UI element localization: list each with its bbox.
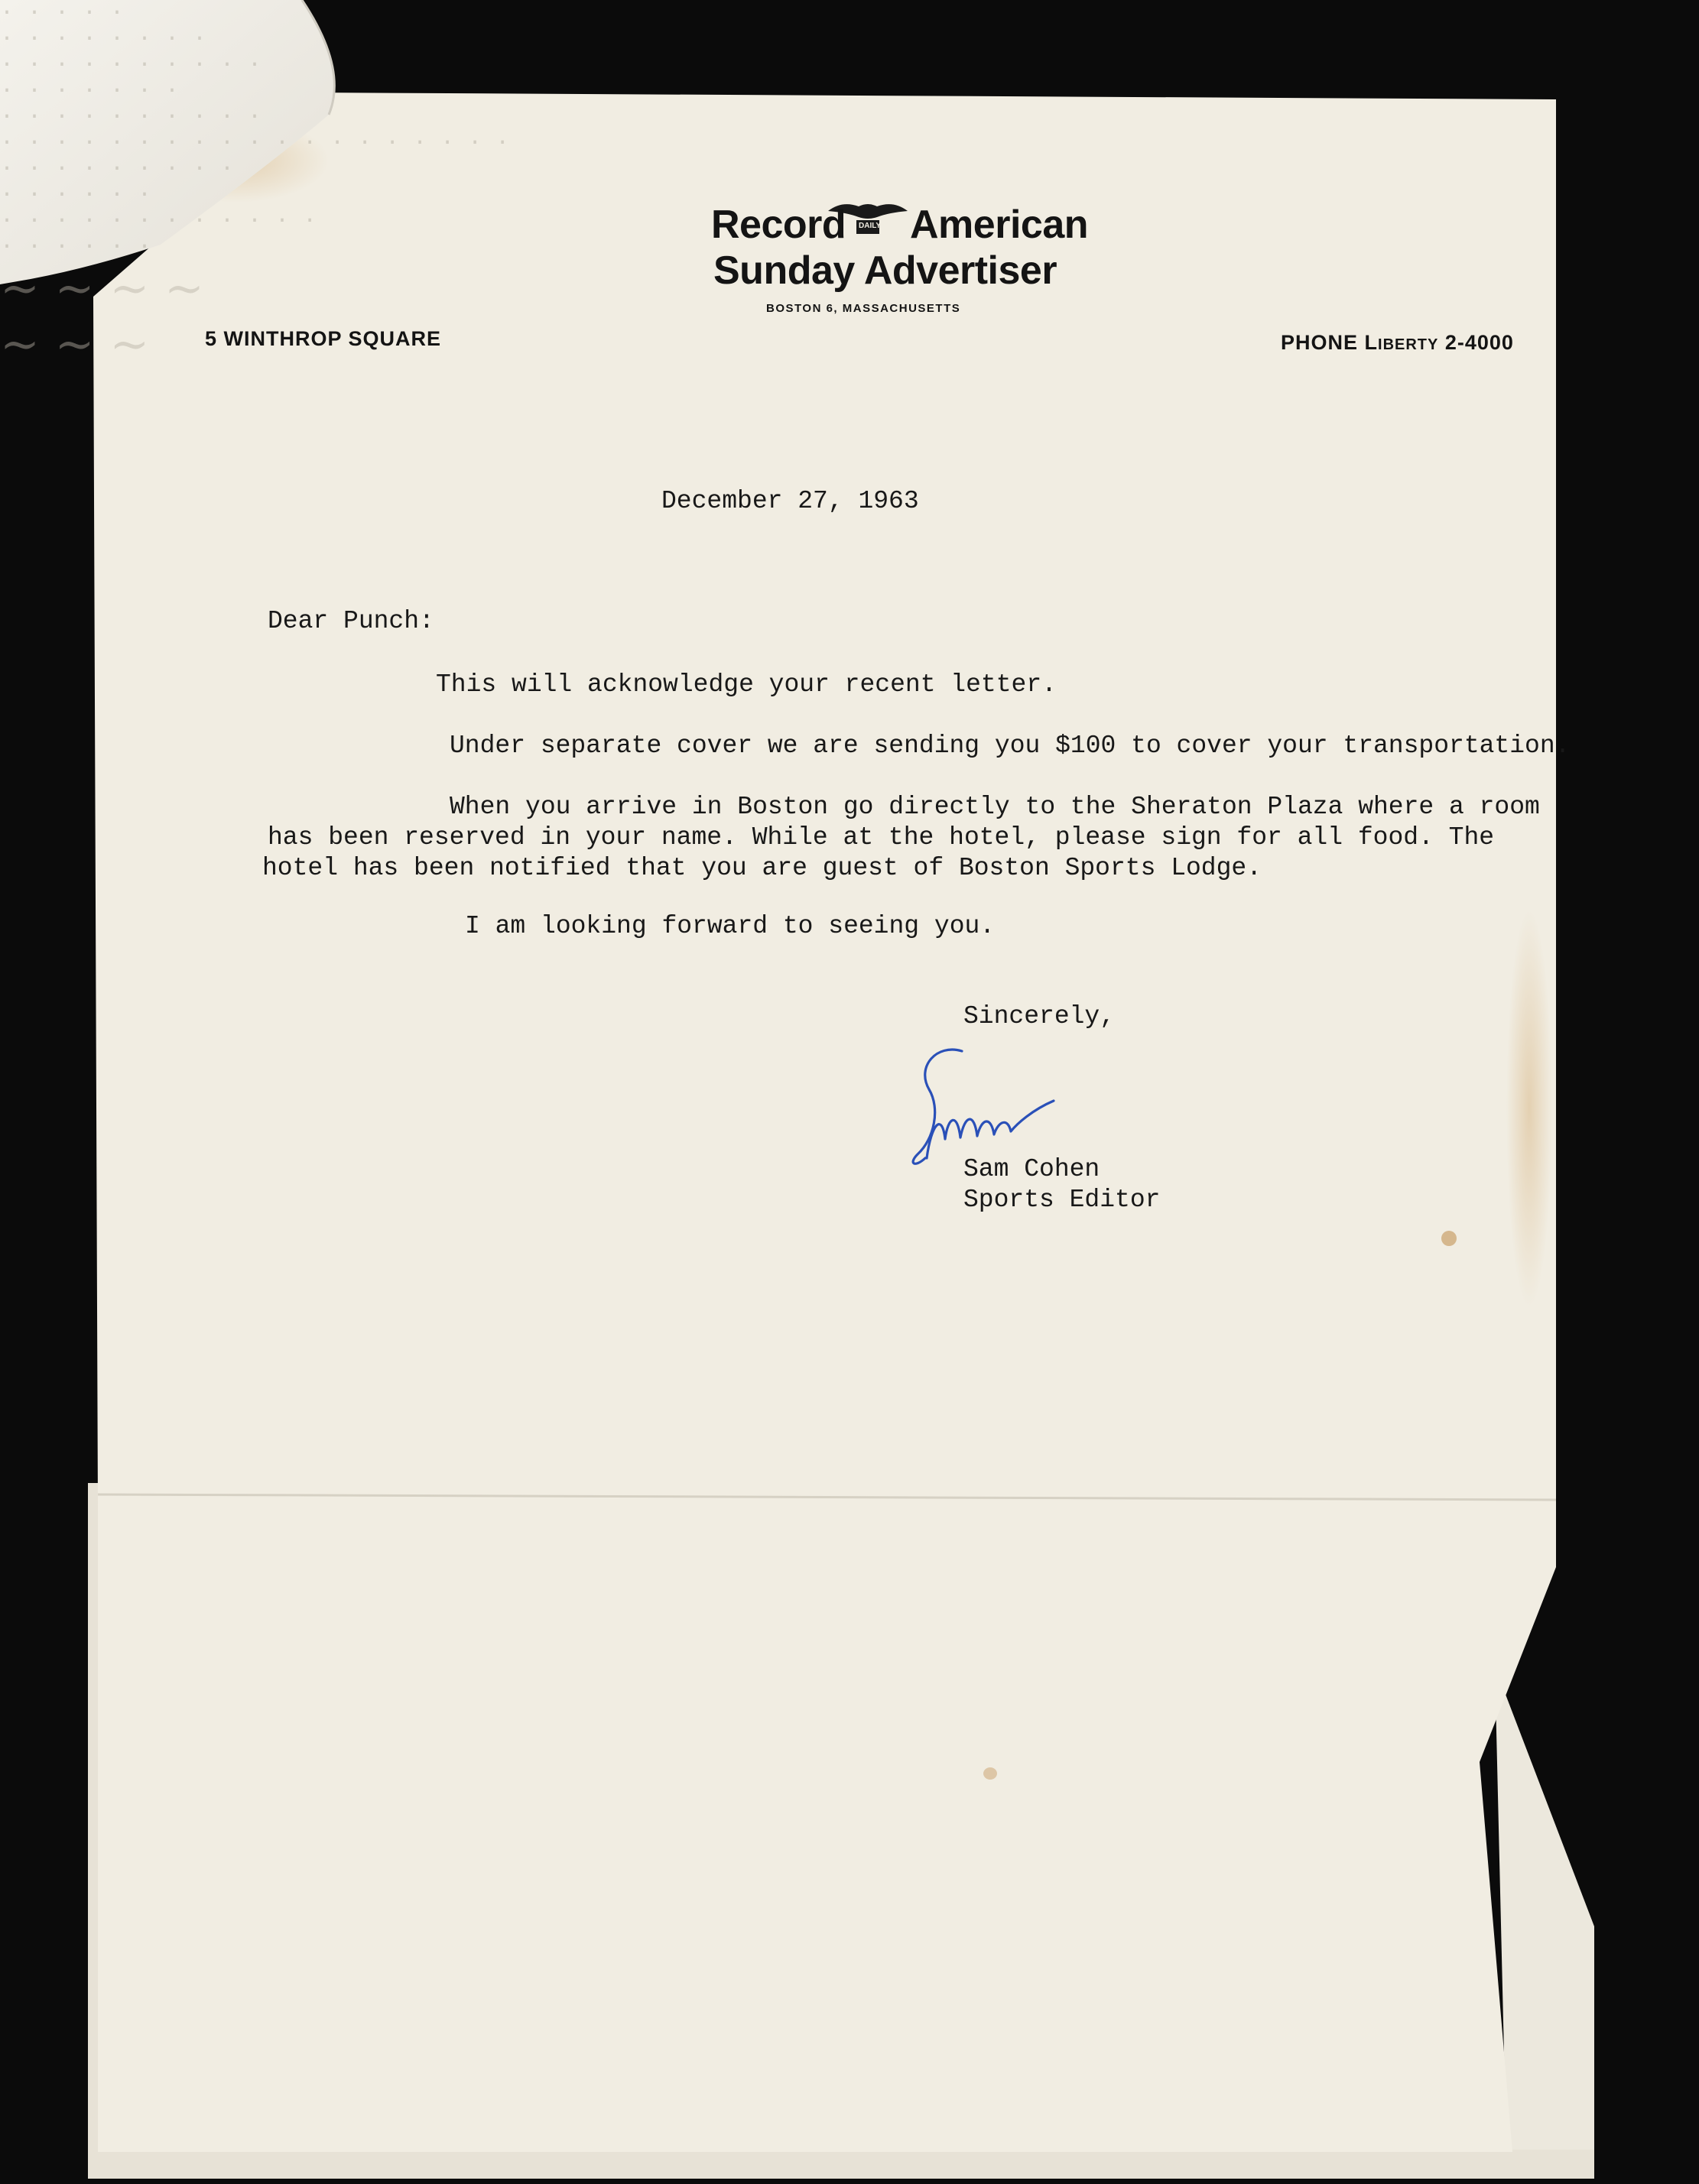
paragraph-2: Under separate cover we are sending you $100 to cover your transportation. xyxy=(450,732,1571,760)
phone-exchange: IBERTY xyxy=(1378,336,1439,353)
signer-name: Sam Cohen xyxy=(963,1155,1100,1183)
paragraph-4: I am looking forward to seeing you. xyxy=(465,912,996,940)
phone xyxy=(1281,331,1514,355)
paragraph-3-line-1: When you arrive in Boston go directly to the Sheraton Plaza where a room xyxy=(450,793,1540,821)
ghost-text: · · · · · · · · · · · · · · · · · · · · · · · · · · · · · · · · · · · · · · · · · · · · · · · · · · · · · · · · · · · · · · · · · · · · · · · · · · · · · · · · · · · · · · · · · · · · ~ ~ ~ ~ ~ ~ ~ xyxy=(0,0,510,372)
masthead-line1-right: American xyxy=(910,203,1088,247)
eagle-badge-label: DAILY xyxy=(859,222,882,230)
address: 5 WINTHROP SQUARE xyxy=(205,327,442,350)
paragraph-1: This will acknowledge your recent letter. xyxy=(436,670,1057,699)
phone-prefix: PHONE L xyxy=(1281,331,1379,354)
salutation: Dear Punch: xyxy=(268,607,434,635)
masthead-line1-left: Record xyxy=(711,203,846,247)
masthead-city: BOSTON 6, MASSACHUSETTS xyxy=(766,302,961,315)
masthead-line2: Sunday Advertiser xyxy=(713,248,1057,293)
letter-date: December 27, 1963 xyxy=(661,487,919,515)
phone-number: 2-4000 xyxy=(1438,331,1514,354)
signer-title: Sports Editor xyxy=(963,1186,1161,1214)
paragraph-3-line-3: hotel has been notified that you are guest of Boston Sports Lodge. xyxy=(262,854,1262,882)
paragraph-3-line-2: has been reserved in your name. While at the hotel, please sign for all food. The xyxy=(268,823,1495,852)
closing: Sincerely, xyxy=(963,1002,1116,1030)
letter-paper xyxy=(93,92,1556,2152)
